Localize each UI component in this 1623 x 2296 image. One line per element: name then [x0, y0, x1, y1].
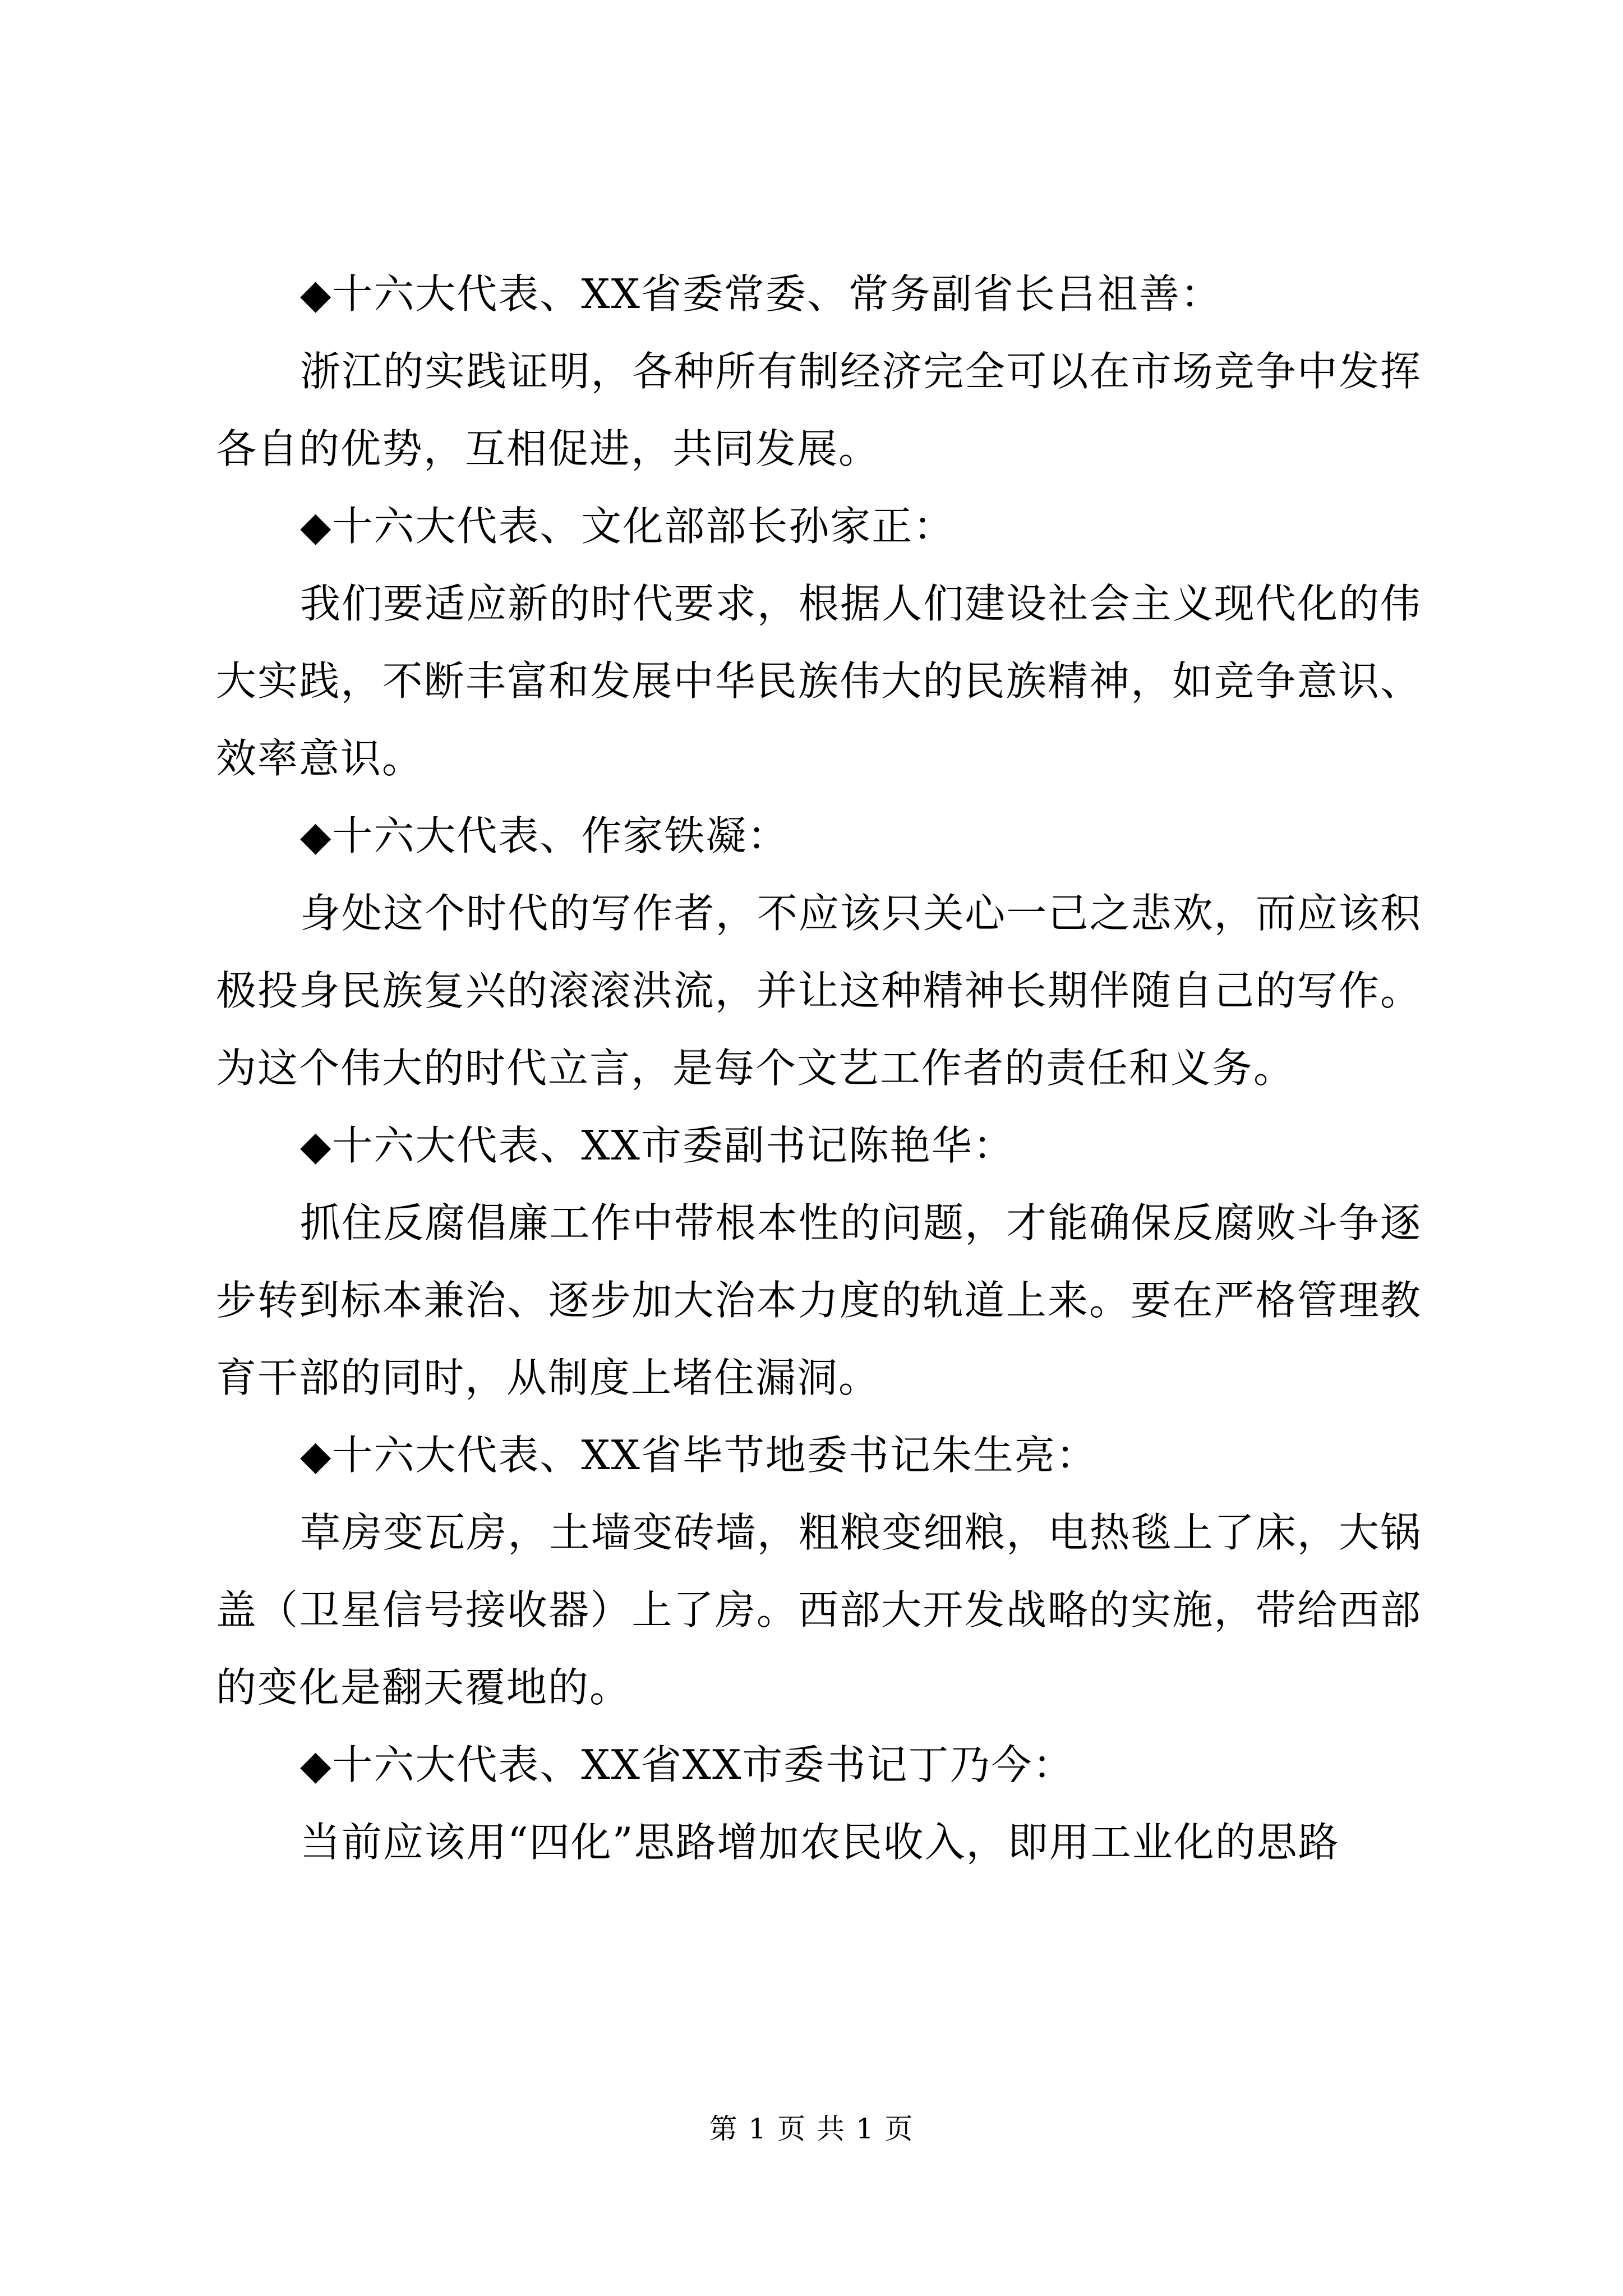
page-number-footer: 第 1 页 共 1 页 [709, 2113, 914, 2145]
speech-entry [216, 487, 1422, 797]
quote-paragraph: 浙江的实践证明，各种所有制经济完全可以在市场竞争中发挥各自的优势，互相促进，共同发展。 [216, 348, 1422, 472]
speaker-line: ◆十六大代表、XX省XX市委书记丁乃今： [300, 1741, 1075, 1788]
speech-entry [216, 1416, 1422, 1726]
quote-paragraph: 抓住反腐倡廉工作中带根本性的问题，才能确保反腐败斗争逐步转到标本兼治、逐步加大治本力度的轨道上来。要在严格管理教育干部的同时，从制度上堵住漏洞。 [216, 1199, 1422, 1401]
quote-paragraph: 身处这个时代的写作者，不应该只关心一己之悲欢，而应该积极投身民族复兴的滚滚洪流，并让这种精神长期伴随自己的写作。为这个伟大的时代立言，是每个文艺工作者的责任和义务。 [216, 890, 1422, 1092]
speaker-line: ◆十六大代表、文化部部长孙家正： [300, 503, 955, 550]
quote-paragraph: 我们要适应新的时代要求，根据人们建设社会主义现代化的伟大实践，不断丰富和发展中华民族伟大的民族精神，如竞争意识、效率意识。 [216, 580, 1422, 782]
speech-entry [216, 797, 1422, 1107]
document-body [216, 255, 1422, 1881]
speaker-line: ◆十六大代表、XX省毕节地委书记朱生亮： [300, 1432, 1098, 1479]
speech-entry [216, 1726, 1422, 1881]
quote-paragraph: 当前应该用“四化”思路增加农民收入，即用工业化的思路 [300, 1819, 1340, 1866]
speaker-line: ◆十六大代表、XX省委常委、常务副省长吕祖善： [300, 270, 1222, 318]
speech-entry [216, 255, 1422, 487]
speaker-line: ◆十六大代表、作家铁凝： [300, 812, 789, 859]
quote-paragraph: 草房变瓦房，土墙变砖墙，粗粮变细粮，电热毯上了床，大锅盖（卫星信号接收器）上了房。西部大开发战略的实施，带给西部的变化是翻天覆地的。 [216, 1509, 1422, 1711]
speaker-line: ◆十六大代表、XX市委副书记陈艳华： [300, 1122, 1015, 1169]
speech-entry [216, 1107, 1422, 1416]
